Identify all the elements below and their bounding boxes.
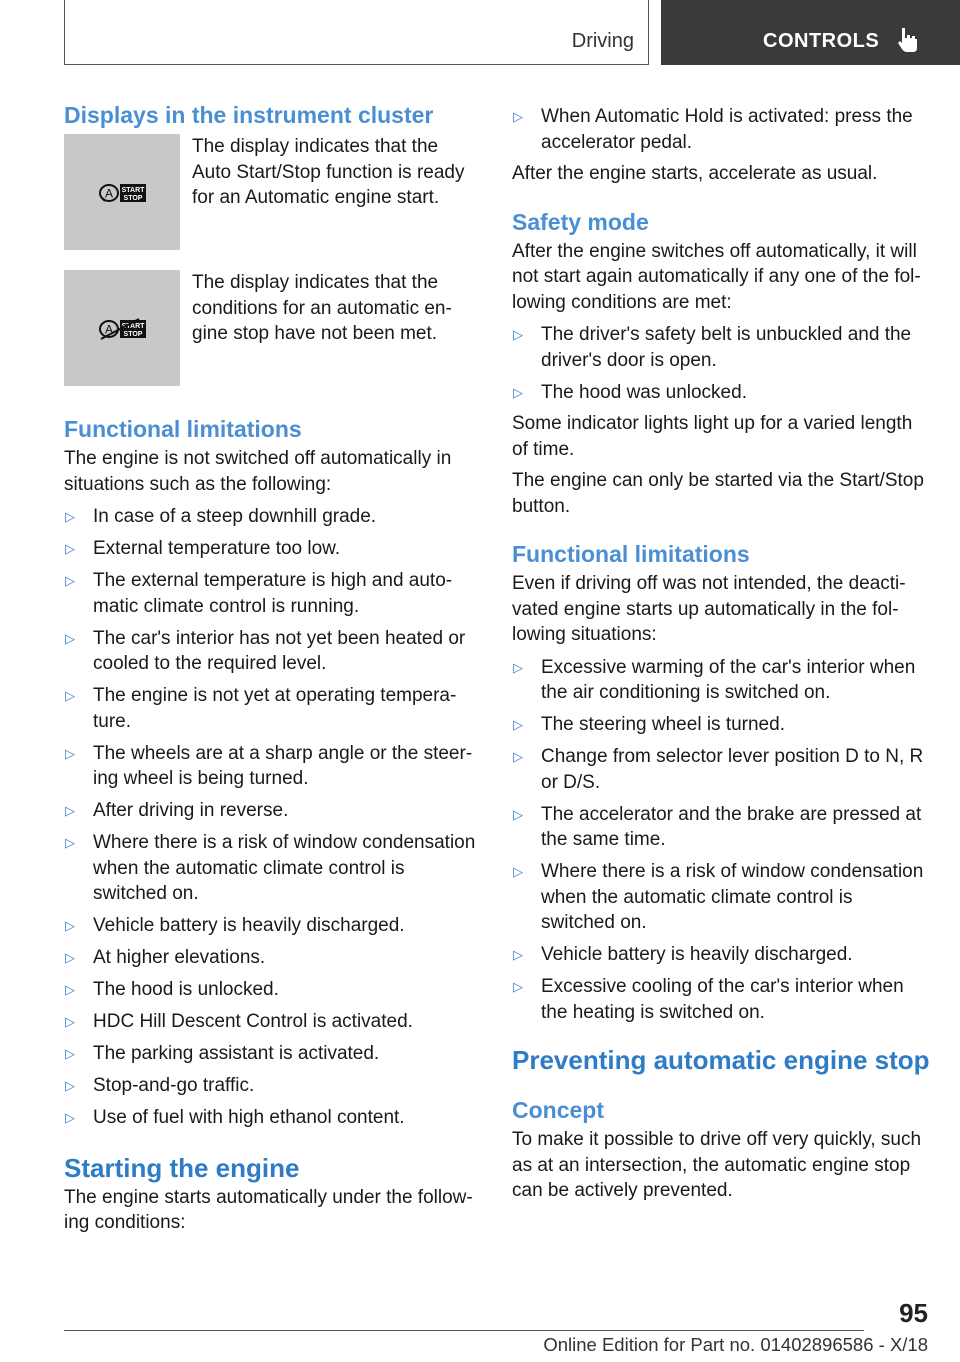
list-item-text: Use of fuel with high ethanol content. (93, 1107, 405, 1128)
list-item-text: After driving in reverse. (93, 800, 289, 821)
list-item (512, 655, 930, 706)
page-number: 95 (899, 1298, 928, 1328)
list-item-text: Excessive cooling of the car's interior when the heating is switched on. (541, 976, 904, 1023)
bullet-triangle-icon: ▷ (513, 109, 523, 124)
svg-text:STOP: STOP (123, 331, 143, 338)
limitations-intro: The engine is not switched off automatically in situations such as the following: (64, 448, 452, 495)
bullet-triangle-icon: ▷ (513, 749, 523, 764)
list-item (512, 712, 930, 738)
display-row-not-met (64, 270, 480, 386)
list-item (64, 1105, 480, 1131)
svg-text:START: START (121, 323, 145, 330)
display-row-ready (64, 134, 480, 250)
right-column (512, 100, 930, 1204)
bullet-triangle-icon: ▷ (65, 982, 75, 997)
svg-text:A: A (104, 322, 114, 337)
heading-concept: Concept (512, 1097, 604, 1123)
bullet-triangle-icon: ▷ (513, 327, 523, 342)
safety-paragraph-1: Some indicator lights light up for a varied length of time. (512, 413, 913, 460)
list-item-text: Excessive warming of the car's interior when the air conditioning is switched on. (541, 656, 916, 703)
list-item-text: When Automatic Hold is activated: press the accelerator pedal. (541, 106, 913, 153)
bullet-triangle-icon: ▷ (513, 979, 523, 994)
header-section-label: Driving (571, 30, 634, 52)
header-chapter-label: CONTROLS (763, 30, 880, 52)
list-item (64, 977, 480, 1003)
svg-text:START: START (121, 187, 145, 194)
heading-safety-mode: Safety mode (512, 208, 649, 235)
list-item-text: At higher elevations. (93, 947, 266, 968)
list-item-text: Vehicle battery is heavily discharged. (541, 944, 853, 965)
list-item-text: The car's interior has not yet been heated or cooled to the required level. (93, 627, 466, 674)
starting-intro: The engine starts automatically under the following conditions: (64, 1186, 473, 1233)
list-item (64, 1073, 480, 1099)
svg-text:A: A (104, 186, 114, 201)
footer-divider (64, 1330, 864, 1331)
display-text-ready: The display indicates that the Auto Start/Stop function is ready for an Automatic engine start. (192, 136, 465, 208)
list-item-text: HDC Hill Descent Control is activated. (93, 1011, 413, 1032)
list-item-text: The accelerator and the brake are pressed at the same time. (541, 803, 922, 850)
list-item (64, 1009, 480, 1035)
footer-edition: Online Edition for Part no. 01402896586 - X/18 (543, 1334, 928, 1355)
bullet-triangle-icon: ▷ (65, 1046, 75, 1061)
heading-starting-engine: Starting the engine (64, 1152, 300, 1183)
bullet-triangle-icon: ▷ (513, 864, 523, 879)
header-section-box (64, 0, 649, 65)
bullet-triangle-icon: ▷ (513, 947, 523, 962)
bullet-triangle-icon: ▷ (65, 509, 75, 524)
bullet-triangle-icon: ▷ (65, 918, 75, 933)
list-item (64, 683, 480, 734)
list-item-text: Where there is a risk of window condensation when the automatic climate control is switched on. (541, 861, 924, 933)
list-item (512, 104, 930, 155)
limitations2-list (512, 655, 930, 1026)
list-item-text: The parking assistant is activated. (93, 1043, 380, 1064)
list-item (64, 626, 480, 677)
bullet-triangle-icon: ▷ (65, 835, 75, 850)
list-item (64, 568, 480, 619)
display-image-ready (64, 134, 180, 250)
list-item-text: The driver's safety belt is unbuckled and the driver's door is open. (541, 324, 912, 371)
safety-list (512, 322, 930, 405)
heading-displays: Displays in the instrument cluster (64, 102, 434, 128)
list-item (512, 974, 930, 1025)
heading-functional-limitations-2: Functional limitations (512, 541, 750, 567)
hand-pointing-icon (895, 26, 921, 54)
auto-start-stop-crossed-icon (99, 318, 147, 340)
list-item-text: Where there is a risk of window condensation when the automatic climate control is switched on. (93, 832, 476, 904)
list-item-text: External temperature too low. (93, 538, 341, 559)
auto-start-stop-icon (99, 182, 147, 204)
bullet-triangle-icon: ▷ (65, 950, 75, 965)
list-item (512, 322, 930, 373)
heading-preventing-stop: Preventing automatic engine stop (512, 1045, 930, 1075)
bullet-triangle-icon: ▷ (513, 384, 523, 400)
limitations-list (64, 504, 480, 1131)
list-item-text: Stop-and-go traffic. (93, 1075, 255, 1096)
bullet-triangle-icon: ▷ (65, 688, 75, 703)
starting-after: After the engine starts, accelerate as usual. (512, 163, 878, 184)
list-item (512, 744, 930, 795)
bullet-triangle-icon: ▷ (65, 1078, 75, 1093)
limitations2-intro: Even if driving off was not intended, the deactivated engine starts up automatically in the following situations: (512, 573, 906, 645)
list-item-text: Change from selector lever position D to N, R or D/S. (541, 746, 924, 793)
list-item-text: In case of a steep downhill grade. (93, 506, 377, 527)
list-item-text: The engine is not yet at operating temperature. (93, 685, 457, 732)
heading-functional-limitations: Functional limitations (64, 416, 302, 442)
concept-text: To make it possible to drive off very quickly, such as at an intersection, the automatic engine stop can be actively prevented. (512, 1129, 922, 1201)
left-column (64, 100, 480, 1236)
bullet-triangle-icon: ▷ (65, 1014, 75, 1029)
svg-text:STOP: STOP (123, 195, 143, 202)
bullet-triangle-icon: ▷ (65, 541, 75, 556)
list-item-text: Vehicle battery is heavily discharged. (93, 915, 405, 936)
list-item (512, 859, 930, 936)
bullet-triangle-icon: ▷ (513, 659, 523, 675)
list-item-text: The hood was unlocked. (541, 381, 747, 403)
list-item (64, 798, 480, 824)
bullet-triangle-icon: ▷ (65, 803, 75, 818)
starting-list (512, 104, 930, 155)
bullet-triangle-icon: ▷ (65, 573, 75, 588)
list-item (512, 380, 930, 406)
display-image-not-met (64, 270, 180, 386)
list-item-text: The steering wheel is turned. (541, 714, 785, 735)
list-item (512, 942, 930, 968)
safety-intro: After the engine switches off automatically, it will not start again automatically if any one of the following conditions are met: (512, 240, 921, 313)
bullet-triangle-icon: ▷ (65, 630, 75, 646)
list-item-text: The external temperature is high and automatic climate control is running. (93, 570, 453, 617)
list-item (64, 741, 480, 792)
bullet-triangle-icon: ▷ (65, 1110, 75, 1125)
list-item (512, 802, 930, 853)
list-item-text: The wheels are at a sharp angle or the steering wheel is being turned. (93, 742, 473, 789)
list-item (64, 504, 480, 530)
bullet-triangle-icon: ▷ (513, 717, 523, 732)
list-item (64, 945, 480, 971)
list-item (64, 913, 480, 939)
header-chapter-box (661, 0, 960, 65)
list-item-text: The hood is unlocked. (93, 979, 279, 1000)
list-item (64, 830, 480, 907)
safety-paragraph-2: The engine can only be started via the Start/Stop button. (512, 470, 924, 517)
bullet-triangle-icon: ▷ (65, 745, 75, 761)
bullet-triangle-icon: ▷ (513, 806, 523, 822)
display-text-not-met: The display indicates that the conditions for an automatic engine stop have not been met. (192, 272, 452, 344)
list-item (64, 536, 480, 562)
list-item (64, 1041, 480, 1067)
